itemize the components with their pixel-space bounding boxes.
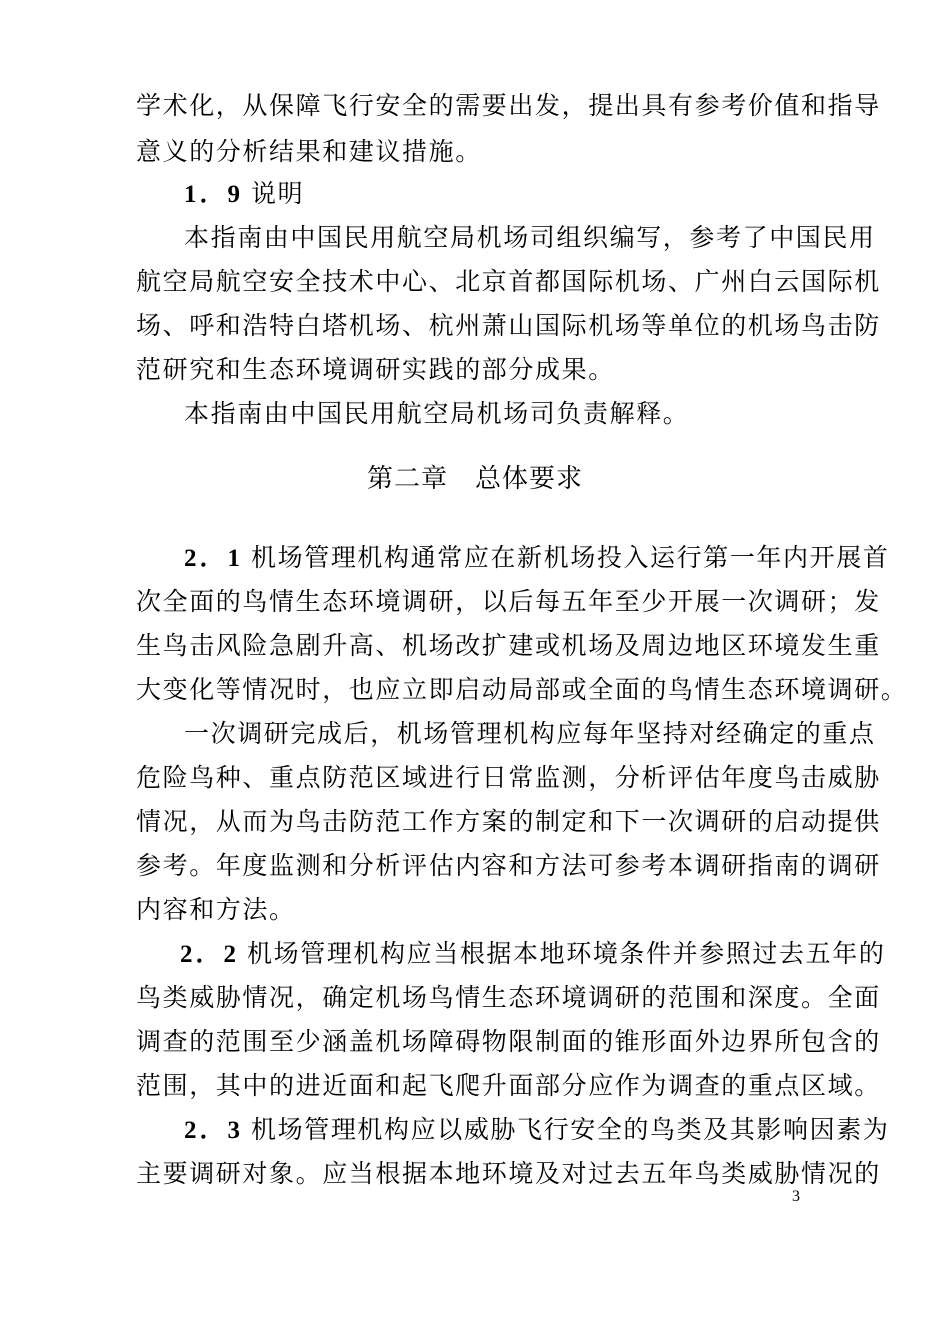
text-line: 生鸟击风险急剧升高、机场改扩建或机场及周边地区环境发生重: [136, 631, 881, 660]
section-number: 1．9: [184, 181, 244, 208]
text-line: 鸟类威胁情况，确定机场鸟情生态环境调研的范围和深度。全面: [136, 983, 881, 1012]
chapter-heading: 第二章 总体要求: [366, 464, 583, 494]
page-number: 3: [792, 1188, 800, 1205]
text-line: 大变化等情况时，也应立即启动局部或全面的鸟情生态环境调研。: [136, 675, 908, 704]
clause-number: 2．1: [184, 545, 244, 572]
text-line: 范围，其中的进近面和起飞爬升面部分应作为调查的重点区域。: [136, 1071, 881, 1100]
text-line: 内容和方法。: [136, 895, 296, 924]
section-heading-1-9: [184, 178, 816, 211]
text-line: 次全面的鸟情生态环境调研，以后每五年至少开展一次调研；发: [136, 587, 881, 616]
section-title: 说明: [251, 179, 305, 208]
clause-2-3-first-line: [184, 1114, 890, 1147]
clause-number: 2．3: [184, 1117, 244, 1144]
text-line: 意义的分析结果和建议措施。: [136, 137, 482, 166]
text-line: 情况，从而为鸟击防范工作方案的制定和下一次调研的启动提供: [136, 807, 881, 836]
clause-text: 机场管理机构通常应在新机场投入运行第一年内开展首: [251, 543, 890, 572]
text-line: 范研究和生态环境调研实践的部分成果。: [136, 355, 615, 384]
text-line: 主要调研对象。应当根据本地环境及对过去五年鸟类威胁情况的: [136, 1159, 881, 1188]
text-line: 学术化，从保障飞行安全的需要出发，提出具有参考价值和指导: [136, 91, 881, 120]
text-line: 航空局航空安全技术中心、北京首都国际机场、广州白云国际机: [136, 267, 881, 296]
clause-text: 机场管理机构应以威胁飞行安全的鸟类及其影响因素为: [251, 1115, 890, 1144]
clause-text: 机场管理机构应当根据本地环境条件并参照过去五年的: [247, 939, 886, 968]
clause-2-1-first-line: [184, 542, 890, 575]
text-line: 参考。年度监测和分析评估内容和方法可参考本调研指南的调研: [136, 851, 881, 880]
text-line: 一次调研完成后，机场管理机构应每年坚持对经确定的重点: [184, 719, 876, 748]
text-line: 本指南由中国民用航空局机场司负责解释。: [184, 399, 690, 428]
clause-number: 2．2: [180, 941, 240, 968]
text-line: 本指南由中国民用航空局机场司组织编写，参考了中国民用: [184, 223, 876, 252]
text-line: 场、呼和浩特白塔机场、杭州萧山国际机场等单位的机场鸟击防: [136, 311, 881, 340]
text-line: 危险鸟种、重点防范区域进行日常监测，分析评估年度鸟击威胁: [136, 763, 881, 792]
text-line: 调查的范围至少涵盖机场障碍物限制面的锥形面外边界所包含的: [136, 1027, 881, 1056]
clause-2-2-first-line: [180, 938, 886, 971]
